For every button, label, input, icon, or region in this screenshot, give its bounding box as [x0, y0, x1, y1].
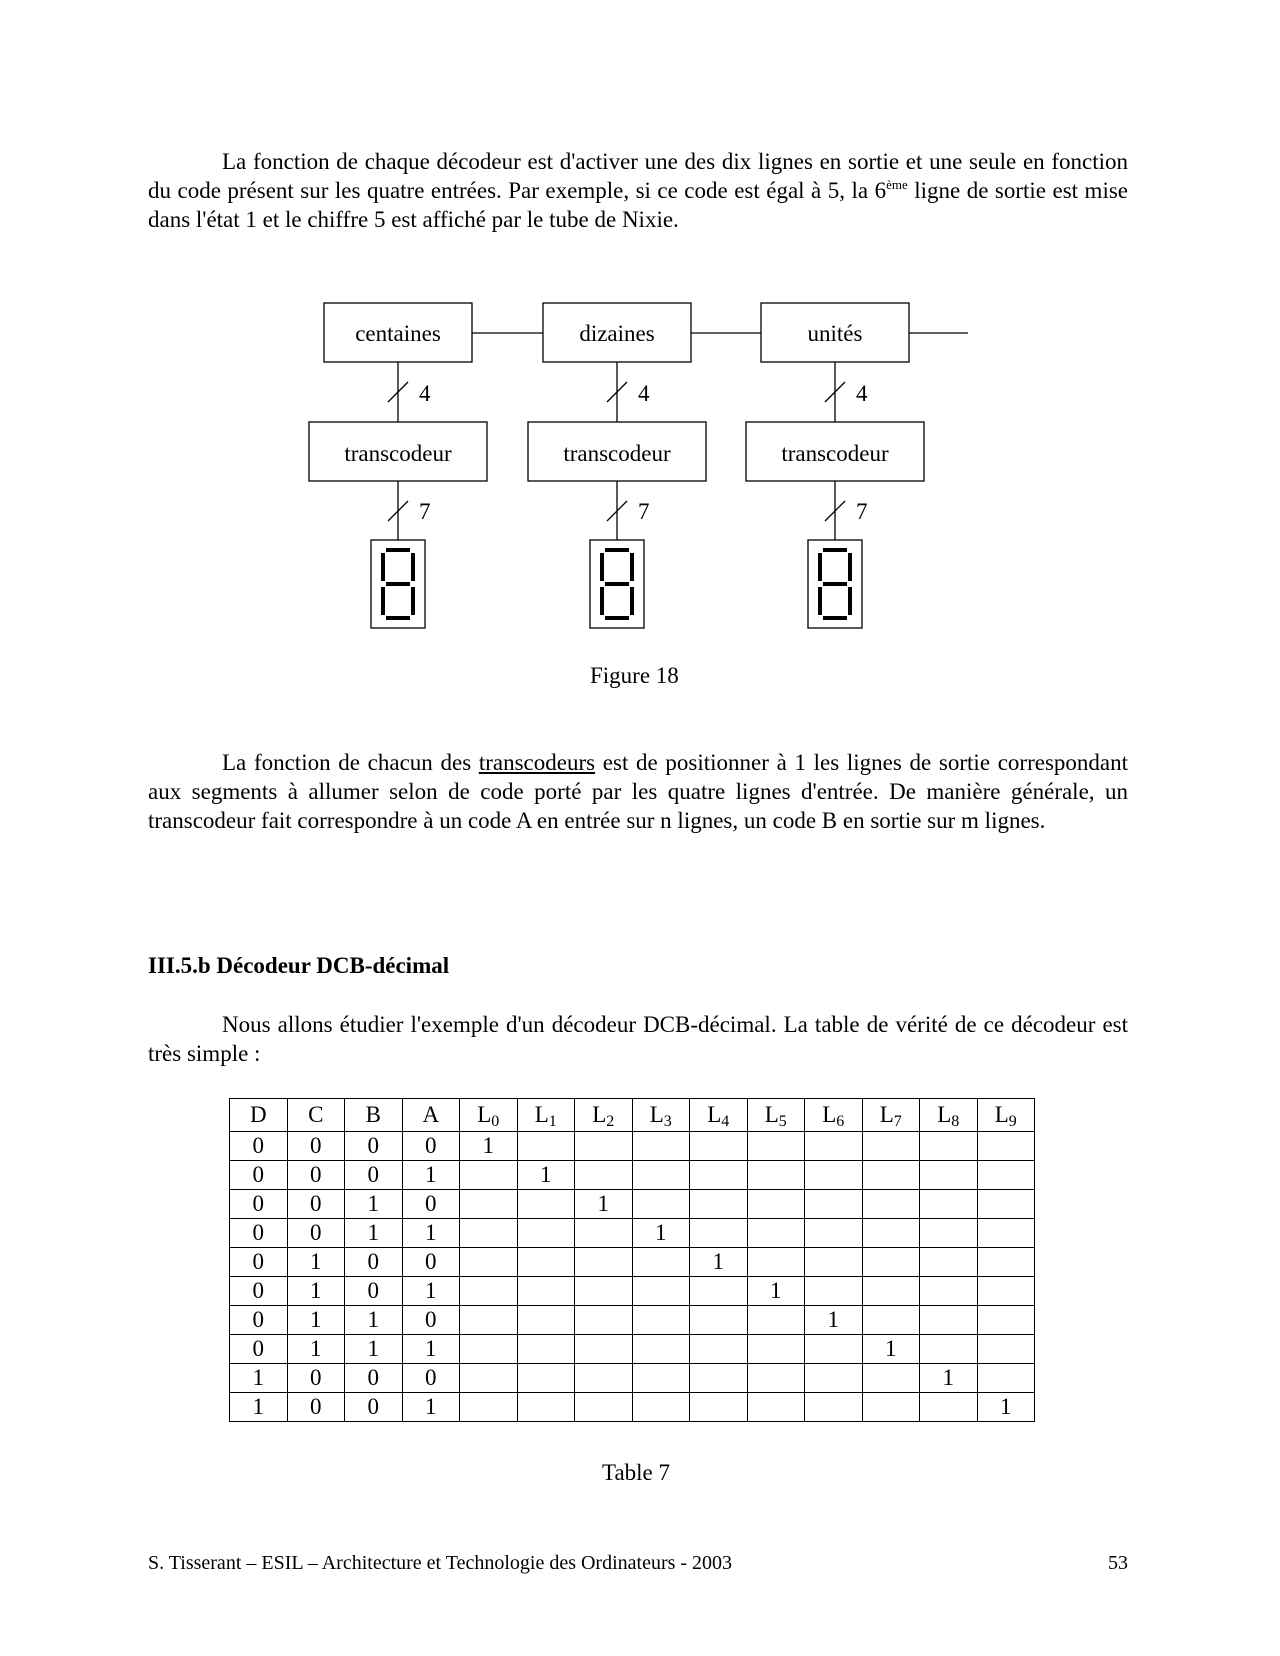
header-prefix: L — [822, 1102, 837, 1127]
header-prefix: L — [649, 1102, 664, 1127]
table-cell — [920, 1306, 978, 1335]
footer-left: S. Tisserant – ESIL – Architecture et Technologie des Ordinateurs - 2003 — [148, 1552, 733, 1574]
table-cell: 0 — [402, 1364, 460, 1393]
table-row — [230, 1364, 1035, 1393]
table-cell: 1 — [402, 1219, 460, 1248]
table-cell — [805, 1335, 863, 1364]
table-cell — [690, 1161, 748, 1190]
header-prefix: L — [534, 1102, 549, 1127]
table-cell — [460, 1306, 518, 1335]
table-cell: 0 — [287, 1190, 345, 1219]
table-cell — [690, 1132, 748, 1161]
table-cell — [632, 1277, 690, 1306]
bus-width-label: 4 — [419, 381, 431, 406]
table-cell — [747, 1364, 805, 1393]
table-cell — [575, 1219, 633, 1248]
bus-width-label: 7 — [638, 499, 650, 524]
table-cell — [460, 1335, 518, 1364]
table-cell: 0 — [345, 1161, 403, 1190]
table-cell: 0 — [345, 1277, 403, 1306]
header-subscript: 1 — [548, 1113, 557, 1130]
table-cell — [575, 1161, 633, 1190]
table-cell — [517, 1248, 575, 1277]
table-row — [230, 1393, 1035, 1422]
table-cell — [460, 1190, 518, 1219]
header-subscript: 5 — [778, 1113, 787, 1130]
seven-segment-digit — [602, 550, 632, 618]
table-cell — [517, 1364, 575, 1393]
table-cell — [632, 1335, 690, 1364]
table-cell — [862, 1306, 920, 1335]
table-cell: 0 — [230, 1277, 288, 1306]
table-cell — [632, 1161, 690, 1190]
paragraph-dcb-example — [148, 1010, 1128, 1068]
table-cell: 1 — [287, 1306, 345, 1335]
header-prefix: L — [477, 1102, 492, 1127]
header-subscript: 2 — [606, 1113, 615, 1130]
table-cell: 1 — [402, 1335, 460, 1364]
table-cell: 0 — [230, 1306, 288, 1335]
paragraph-text: La fonction de chacun des — [222, 750, 479, 775]
table-cell: 1 — [287, 1335, 345, 1364]
table-cell — [805, 1132, 863, 1161]
paragraph-text: La fonction de chaque décodeur est d'activer une des dix lignes en sortie et une seule en fonction du code présent sur les quatre entrées. Par exemple, si ce code est égal à 5, la 6 — [148, 149, 1128, 203]
truth-table — [229, 1098, 1035, 1422]
header-prefix: L — [764, 1102, 779, 1127]
table-cell — [517, 1132, 575, 1161]
table-cell — [517, 1219, 575, 1248]
table-cell: 1 — [920, 1364, 978, 1393]
page-number: 53 — [1108, 1552, 1128, 1574]
header-output-l8 — [920, 1099, 978, 1132]
table-cell — [575, 1248, 633, 1277]
bus-width-label: 4 — [638, 381, 650, 406]
table-cell — [690, 1393, 748, 1422]
table-cell: 1 — [345, 1219, 403, 1248]
table-cell — [690, 1190, 748, 1219]
table-row — [230, 1248, 1035, 1277]
header-subscript: 0 — [491, 1113, 500, 1130]
table-cell: 0 — [402, 1132, 460, 1161]
header-input-d: D — [230, 1099, 288, 1132]
table-cell: 1 — [230, 1393, 288, 1422]
header-subscript: 4 — [721, 1113, 730, 1130]
table-row — [230, 1277, 1035, 1306]
table-cell: 0 — [230, 1219, 288, 1248]
table-cell: 1 — [345, 1190, 403, 1219]
table-cell — [632, 1393, 690, 1422]
table-cell: 0 — [230, 1132, 288, 1161]
table-cell: 0 — [402, 1306, 460, 1335]
header-subscript: 9 — [1008, 1113, 1017, 1130]
header-output-l6 — [805, 1099, 863, 1132]
header-subscript: 8 — [951, 1113, 960, 1130]
seven-segment-digit — [383, 550, 413, 618]
table-cell — [575, 1335, 633, 1364]
table-cell: 0 — [345, 1364, 403, 1393]
table-cell — [460, 1248, 518, 1277]
table-cell — [920, 1132, 978, 1161]
table-cell — [517, 1190, 575, 1219]
superscript: ème — [886, 177, 908, 192]
table-cell — [690, 1219, 748, 1248]
bus-width-label: 7 — [856, 499, 868, 524]
table-cell — [575, 1132, 633, 1161]
paragraph-text: Nous allons étudier l'exemple d'un décodeur DCB-décimal. La table de vérité de ce décodeur est très simple : — [148, 1012, 1128, 1066]
transcoder-label: transcodeur — [781, 441, 889, 466]
table-cell: 0 — [345, 1393, 403, 1422]
table-cell — [977, 1219, 1035, 1248]
table-row — [230, 1306, 1035, 1335]
paragraph-text: est de positionner à 1 les lignes de sortie correspondant aux segments à allumer selon de code porté par les quatre lignes d'entrée. De manière générale, un transcodeur fait correspondre à un code A en entrée sur n lignes, un code B en sortie sur m lignes. — [148, 750, 1128, 833]
table-cell — [805, 1248, 863, 1277]
counter-label-centaines: centaines — [355, 321, 441, 346]
table-cell — [920, 1219, 978, 1248]
table-cell: 0 — [287, 1161, 345, 1190]
table-row — [230, 1132, 1035, 1161]
table-cell: 1 — [517, 1161, 575, 1190]
table-cell: 1 — [747, 1277, 805, 1306]
table-cell: 0 — [230, 1190, 288, 1219]
table-cell — [977, 1364, 1035, 1393]
table-cell — [920, 1190, 978, 1219]
table-cell — [977, 1190, 1035, 1219]
figure-18-diagram — [0, 0, 1280, 660]
table-cell — [862, 1219, 920, 1248]
header-subscript: 7 — [893, 1113, 902, 1130]
header-prefix: L — [879, 1102, 894, 1127]
table-cell: 0 — [287, 1364, 345, 1393]
table-cell: 0 — [402, 1248, 460, 1277]
table-cell — [862, 1277, 920, 1306]
table-cell — [805, 1190, 863, 1219]
seven-segment-digit — [820, 550, 850, 618]
header-prefix: L — [937, 1102, 952, 1127]
table-cell: 1 — [287, 1248, 345, 1277]
table-cell: 1 — [345, 1335, 403, 1364]
table-cell — [690, 1364, 748, 1393]
table-cell — [517, 1306, 575, 1335]
table-cell — [977, 1161, 1035, 1190]
table-cell — [862, 1190, 920, 1219]
header-prefix: L — [994, 1102, 1009, 1127]
table-cell — [575, 1364, 633, 1393]
table-cell — [460, 1277, 518, 1306]
table-cell — [517, 1277, 575, 1306]
table-cell — [747, 1393, 805, 1422]
table-cell — [920, 1248, 978, 1277]
header-output-l3 — [632, 1099, 690, 1132]
table-cell — [575, 1277, 633, 1306]
header-subscript: 3 — [663, 1113, 672, 1130]
table-row — [230, 1219, 1035, 1248]
table-cell — [862, 1248, 920, 1277]
table-cell: 0 — [287, 1219, 345, 1248]
table-cell: 0 — [230, 1161, 288, 1190]
table-cell: 0 — [345, 1132, 403, 1161]
table-cell: 1 — [805, 1306, 863, 1335]
table-cell — [690, 1335, 748, 1364]
counter-label-dizaines: dizaines — [579, 321, 655, 346]
table-cell: 1 — [460, 1132, 518, 1161]
table-cell: 1 — [345, 1306, 403, 1335]
table-cell — [805, 1219, 863, 1248]
table-cell — [460, 1219, 518, 1248]
table-cell — [575, 1393, 633, 1422]
table-cell — [977, 1132, 1035, 1161]
table-cell — [862, 1393, 920, 1422]
table-cell: 1 — [287, 1277, 345, 1306]
table-cell — [805, 1393, 863, 1422]
table-cell — [862, 1364, 920, 1393]
table-cell: 1 — [230, 1364, 288, 1393]
table-cell — [805, 1364, 863, 1393]
header-output-l2 — [575, 1099, 633, 1132]
table-cell — [805, 1277, 863, 1306]
bus-width-label: 7 — [419, 499, 431, 524]
table-cell — [632, 1364, 690, 1393]
header-input-a: A — [402, 1099, 460, 1132]
table-cell — [747, 1219, 805, 1248]
header-output-l5 — [747, 1099, 805, 1132]
table-cell — [747, 1161, 805, 1190]
table-cell — [632, 1306, 690, 1335]
table-cell — [690, 1277, 748, 1306]
table-cell — [460, 1161, 518, 1190]
table-caption: Table 7 — [602, 1460, 671, 1485]
header-subscript: 6 — [836, 1113, 845, 1130]
table-cell — [920, 1277, 978, 1306]
table-cell — [805, 1161, 863, 1190]
table-cell: 0 — [230, 1248, 288, 1277]
header-prefix: L — [707, 1102, 722, 1127]
counter-label-unites: unités — [807, 321, 863, 346]
table-cell — [632, 1190, 690, 1219]
header-output-l1 — [517, 1099, 575, 1132]
paragraph-text: ligne de sortie est mise dans l'état 1 et le chiffre 5 est affiché par le tube de Nixie. — [148, 178, 1128, 232]
table-cell — [747, 1248, 805, 1277]
table-cell — [632, 1132, 690, 1161]
truth-table-header-row — [230, 1099, 1035, 1132]
transcoder-label: transcodeur — [344, 441, 452, 466]
table-cell — [862, 1132, 920, 1161]
table-row — [230, 1335, 1035, 1364]
table-cell — [747, 1335, 805, 1364]
table-cell: 1 — [690, 1248, 748, 1277]
table-cell: 1 — [632, 1219, 690, 1248]
table-cell — [460, 1393, 518, 1422]
table-cell: 0 — [287, 1393, 345, 1422]
underlined-term: transcodeurs — [478, 750, 596, 775]
table-cell — [517, 1335, 575, 1364]
table-row — [230, 1190, 1035, 1219]
transcoder-label: transcodeur — [563, 441, 671, 466]
table-cell: 0 — [287, 1132, 345, 1161]
table-cell — [977, 1248, 1035, 1277]
table-cell — [977, 1277, 1035, 1306]
table-cell — [977, 1335, 1035, 1364]
table-cell — [632, 1248, 690, 1277]
table-cell — [747, 1190, 805, 1219]
table-cell — [977, 1306, 1035, 1335]
paragraph-transcoder-function — [148, 748, 1128, 835]
header-output-l4 — [690, 1099, 748, 1132]
table-cell: 1 — [402, 1393, 460, 1422]
header-output-l7 — [862, 1099, 920, 1132]
table-cell — [517, 1393, 575, 1422]
table-cell: 1 — [862, 1335, 920, 1364]
header-output-l9 — [977, 1099, 1035, 1132]
table-cell: 0 — [230, 1335, 288, 1364]
table-cell — [575, 1306, 633, 1335]
table-cell: 1 — [402, 1161, 460, 1190]
table-cell — [920, 1335, 978, 1364]
table-cell: 0 — [402, 1190, 460, 1219]
table-cell: 1 — [402, 1277, 460, 1306]
table-row — [230, 1161, 1035, 1190]
header-input-c: C — [287, 1099, 345, 1132]
figure-caption: Figure 18 — [590, 663, 679, 688]
table-cell — [920, 1161, 978, 1190]
table-cell — [747, 1306, 805, 1335]
table-cell: 1 — [575, 1190, 633, 1219]
table-cell — [920, 1393, 978, 1422]
bus-width-label: 4 — [856, 381, 868, 406]
table-cell: 1 — [977, 1393, 1035, 1422]
table-cell — [460, 1364, 518, 1393]
table-cell — [690, 1306, 748, 1335]
header-input-b: B — [345, 1099, 403, 1132]
header-prefix: L — [592, 1102, 607, 1127]
section-heading: III.5.b Décodeur DCB-décimal — [148, 953, 450, 978]
header-output-l0 — [460, 1099, 518, 1132]
table-cell: 0 — [345, 1248, 403, 1277]
table-cell — [747, 1132, 805, 1161]
table-cell — [862, 1161, 920, 1190]
